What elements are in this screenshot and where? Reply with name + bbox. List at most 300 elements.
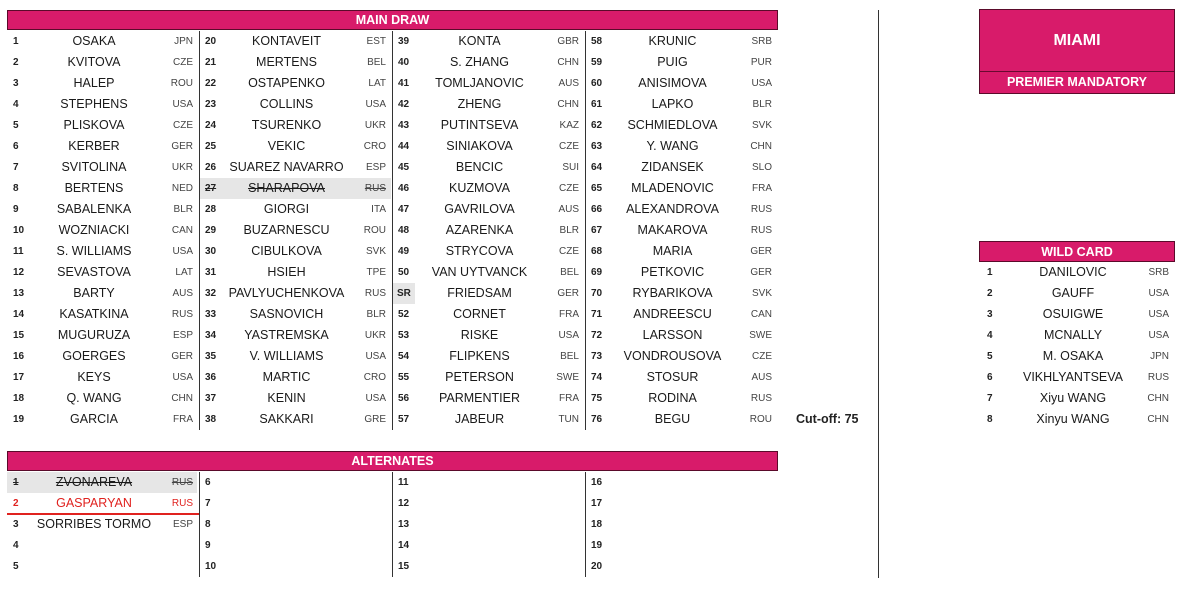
player-name: PARMENTIER	[438, 391, 521, 405]
player-row	[585, 136, 778, 157]
player-row	[392, 556, 585, 577]
player-name: VEKIC	[267, 139, 306, 153]
wild-card-name: M. OSAKA	[1042, 349, 1104, 363]
seed-number: 23	[205, 99, 217, 110]
player-row	[199, 304, 392, 325]
player-row	[199, 388, 392, 409]
player-name: BENCIC	[455, 160, 504, 174]
seed-number: 40	[398, 57, 410, 68]
player-row	[392, 115, 585, 136]
country-code: RUS	[364, 288, 386, 299]
player-row	[585, 31, 778, 52]
country-code: GRE	[364, 414, 386, 425]
wild-card-country: CHN	[1147, 414, 1169, 425]
seed-number: 65	[591, 183, 603, 194]
panel-divider	[878, 10, 879, 578]
seed-number: 24	[205, 120, 217, 131]
seed-number: 7	[13, 162, 19, 173]
player-name: SEVASTOVA	[57, 265, 131, 279]
country-code: GER	[750, 246, 772, 257]
player-row	[7, 115, 199, 136]
seed-number: 2	[13, 498, 19, 509]
player-name: STOSUR	[646, 370, 699, 384]
seed-number: 63	[591, 141, 603, 152]
country-code: ESP	[172, 330, 193, 341]
seed-number: 6	[13, 141, 19, 152]
seed-number: 73	[591, 351, 603, 362]
country-code: UKR	[171, 162, 193, 173]
player-row	[585, 367, 778, 388]
wild-card-number: 1	[987, 267, 993, 278]
player-row	[7, 73, 199, 94]
player-row	[392, 388, 585, 409]
country-code: CZE	[173, 57, 193, 68]
player-name: PETKOVIC	[640, 265, 705, 279]
player-row	[585, 556, 778, 577]
seed-number: 8	[205, 519, 211, 530]
country-code: USA	[365, 99, 386, 110]
country-code: CHN	[557, 57, 579, 68]
player-name: RISKE	[460, 328, 499, 342]
player-row	[7, 178, 199, 199]
wild-card-country: USA	[1148, 330, 1169, 341]
seed-number: 7	[205, 498, 211, 509]
country-code: AUS	[172, 288, 193, 299]
player-row	[199, 199, 392, 220]
wild-card-number: 8	[987, 414, 993, 425]
country-code: SVK	[751, 288, 772, 299]
seed-number: 76	[591, 414, 603, 425]
seed-number: 14	[398, 540, 410, 551]
player-row	[585, 514, 778, 535]
main-draw-header: MAIN DRAW	[7, 10, 778, 30]
player-name: PAVLYUCHENKOVA	[228, 286, 345, 300]
wild-card-name: DANILOVIC	[1039, 265, 1107, 279]
player-row	[7, 535, 199, 556]
seed-number: 13	[398, 519, 410, 530]
player-name: HALEP	[73, 76, 115, 90]
player-name: PUIG	[657, 55, 688, 69]
seed-number: 16	[13, 351, 25, 362]
country-code: BLR	[559, 225, 579, 236]
seed-number: 9	[13, 204, 19, 215]
seed-number: 47	[398, 204, 410, 215]
player-name: GIORGI	[263, 202, 310, 216]
player-row	[7, 262, 199, 283]
country-code: FRA	[559, 393, 579, 404]
wild-card-row	[979, 283, 1175, 304]
country-code: USA	[365, 351, 386, 362]
country-code: SVK	[751, 120, 772, 131]
player-row	[199, 283, 392, 304]
seed-number: 49	[398, 246, 410, 257]
player-row	[7, 241, 199, 262]
player-row	[392, 241, 585, 262]
seed-number: 30	[205, 246, 217, 257]
player-name: KERBER	[68, 139, 120, 153]
player-name: LARSSON	[642, 328, 703, 342]
player-name: MAKAROVA	[637, 223, 708, 237]
player-row	[199, 493, 392, 514]
player-row	[7, 493, 199, 514]
player-row	[585, 472, 778, 493]
player-name: SINIAKOVA	[446, 139, 513, 153]
seed-number: 38	[205, 414, 217, 425]
country-code: UKR	[364, 330, 386, 341]
seed-number: 14	[13, 309, 25, 320]
player-row	[392, 304, 585, 325]
player-row	[199, 220, 392, 241]
player-name: MARIA	[652, 244, 693, 258]
player-name: LAPKO	[651, 97, 694, 111]
seed-number: 37	[205, 393, 217, 404]
player-row	[7, 472, 199, 493]
seed-number: 72	[591, 330, 603, 341]
wild-card-number: 5	[987, 351, 993, 362]
player-row	[7, 52, 199, 73]
player-row	[199, 31, 392, 52]
seed-number: 74	[591, 372, 603, 383]
player-row	[199, 94, 392, 115]
player-name: KVITOVA	[67, 55, 121, 69]
seed-number: 1	[13, 36, 19, 47]
player-row	[7, 304, 199, 325]
player-row	[392, 262, 585, 283]
player-row	[585, 241, 778, 262]
seed-number: 3	[13, 519, 19, 530]
country-code: GER	[171, 351, 193, 362]
country-code: RUS	[171, 309, 193, 320]
player-name: KONTA	[458, 34, 501, 48]
wild-card-name: Xiyu WANG	[1039, 391, 1107, 405]
seed-number: 10	[13, 225, 25, 236]
country-code: USA	[172, 246, 193, 257]
country-code: SWE	[556, 372, 579, 383]
player-row	[392, 283, 585, 304]
player-name: BEGU	[654, 412, 691, 426]
player-name: KASATKINA	[59, 307, 129, 321]
country-code: LAT	[368, 78, 386, 89]
player-name: ANDREESCU	[633, 307, 712, 321]
player-row	[199, 325, 392, 346]
seed-number: 19	[591, 540, 603, 551]
wild-card-number: 7	[987, 393, 993, 404]
country-code: RUS	[364, 183, 386, 194]
tournament-city: MIAMI	[1053, 32, 1101, 49]
country-code: RUS	[750, 393, 772, 404]
seed-number: 64	[591, 162, 603, 173]
country-code: RUS	[171, 498, 193, 509]
player-row	[392, 178, 585, 199]
seed-number: 16	[591, 477, 603, 488]
player-row	[392, 535, 585, 556]
player-name: OSTAPENKO	[248, 76, 325, 90]
seed-number: 29	[205, 225, 217, 236]
seed-number: 34	[205, 330, 217, 341]
seed-number: 9	[205, 540, 211, 551]
player-name: VAN UYTVANCK	[431, 265, 528, 279]
draw-column	[7, 31, 199, 430]
seed-number: 41	[398, 78, 410, 89]
wild-card-number: 3	[987, 309, 993, 320]
country-code: BEL	[367, 57, 386, 68]
seed-number: 4	[13, 99, 19, 110]
country-code: GER	[557, 288, 579, 299]
player-name: SVITOLINA	[61, 160, 127, 174]
seed-number: 58	[591, 36, 603, 47]
wild-card-country: USA	[1148, 309, 1169, 320]
alternates-header: ALTERNATES	[7, 451, 778, 471]
country-code: ITA	[371, 204, 386, 215]
player-name: HSIEH	[267, 265, 306, 279]
wild-card-row	[979, 262, 1175, 283]
wild-card-country: SRB	[1148, 267, 1169, 278]
player-name: KEYS	[77, 370, 111, 384]
country-code: CAN	[171, 225, 193, 236]
player-row	[7, 283, 199, 304]
country-code: GER	[750, 267, 772, 278]
draw-column	[585, 31, 778, 430]
country-code: RUS	[171, 477, 193, 488]
wild-card-row	[979, 388, 1175, 409]
player-row	[199, 262, 392, 283]
player-row	[199, 115, 392, 136]
country-code: USA	[751, 78, 772, 89]
country-code: UKR	[364, 120, 386, 131]
player-row	[585, 283, 778, 304]
player-row	[585, 535, 778, 556]
player-name: KENIN	[267, 391, 306, 405]
seed-number: 19	[13, 414, 25, 425]
wild-card-row	[979, 304, 1175, 325]
player-row	[585, 493, 778, 514]
player-row	[585, 157, 778, 178]
seed-number: 11	[398, 477, 409, 488]
player-row	[199, 367, 392, 388]
player-row	[7, 199, 199, 220]
seed-number: 15	[13, 330, 25, 341]
seed-number: 2	[13, 57, 19, 68]
player-row	[585, 115, 778, 136]
player-name: MUGURUZA	[57, 328, 131, 342]
player-name: SORRIBES TORMO	[36, 517, 152, 531]
player-name: S. WILLIAMS	[56, 244, 132, 258]
seed-number: 52	[398, 309, 410, 320]
country-code: GER	[171, 141, 193, 152]
player-name: KONTAVEIT	[252, 34, 321, 48]
seed-number: 43	[398, 120, 410, 131]
country-code: AUS	[558, 204, 579, 215]
player-name: STRYCOVA	[445, 244, 514, 258]
player-row	[392, 52, 585, 73]
seed-number: 20	[591, 561, 603, 572]
seed-number: 33	[205, 309, 217, 320]
country-code: EST	[366, 36, 386, 47]
seed-number: 69	[591, 267, 603, 278]
player-name: COLLINS	[259, 97, 314, 111]
country-code: CZE	[559, 141, 579, 152]
player-row	[199, 346, 392, 367]
player-row	[392, 514, 585, 535]
country-code: CZE	[173, 120, 193, 131]
country-code: SWE	[749, 330, 772, 341]
seed-number: 68	[591, 246, 603, 257]
player-row	[7, 220, 199, 241]
draw-column	[199, 31, 392, 430]
wild-card-row	[979, 367, 1175, 388]
player-row	[199, 535, 392, 556]
player-name: SAKKARI	[259, 412, 314, 426]
country-code: CZE	[752, 351, 772, 362]
country-code: CHN	[750, 141, 772, 152]
wild-card-number: 4	[987, 330, 993, 341]
player-name: MLADENOVIC	[631, 181, 714, 195]
player-name: GOERGES	[62, 349, 126, 363]
seed-number: 31	[205, 267, 217, 278]
seed-number: 46	[398, 183, 410, 194]
player-name: CIBULKOVA	[251, 244, 322, 258]
player-row	[585, 388, 778, 409]
player-name: WOZNIACKI	[58, 223, 130, 237]
player-name: SHARAPOVA	[248, 181, 325, 195]
country-code: RUS	[750, 204, 772, 215]
seed-number: 17	[591, 498, 603, 509]
player-name: MERTENS	[256, 55, 317, 69]
player-name: PUTINTSEVA	[440, 118, 519, 132]
country-code: BEL	[560, 267, 579, 278]
country-code: SUI	[562, 162, 579, 173]
country-code: CHN	[171, 393, 193, 404]
player-row	[392, 346, 585, 367]
seed-number: 28	[205, 204, 217, 215]
wild-card-name: Xinyu WANG	[1036, 412, 1110, 426]
player-name: SABALENKA	[56, 202, 132, 216]
wild-card-name: MCNALLY	[1043, 328, 1103, 342]
country-code: SVK	[365, 246, 386, 257]
seed-number: 75	[591, 393, 603, 404]
wild-card-number: 2	[987, 288, 993, 299]
wild-card-country: CHN	[1147, 393, 1169, 404]
player-name: RODINA	[648, 391, 697, 405]
seed-number: 55	[398, 372, 410, 383]
player-name: TOMLJANOVIC	[435, 76, 524, 90]
seed-number: 1	[13, 477, 19, 488]
player-name: SASNOVICH	[249, 307, 324, 321]
player-name: GASPARYAN	[56, 496, 132, 510]
player-name: AZARENKA	[445, 223, 514, 237]
country-code: ESP	[172, 519, 193, 530]
player-name: OSAKA	[72, 34, 116, 48]
player-name: SUAREZ NAVARRO	[229, 160, 344, 174]
player-row	[199, 157, 392, 178]
player-name: BERTENS	[64, 181, 124, 195]
player-row	[392, 199, 585, 220]
player-name: S. ZHANG	[449, 55, 510, 69]
seed-number: 70	[591, 288, 603, 299]
wild-card-name: OSUIGWE	[1042, 307, 1104, 321]
seed-number: 21	[205, 57, 217, 68]
seed-number: 59	[591, 57, 603, 68]
country-code: CRO	[363, 141, 386, 152]
seed-number: 45	[398, 162, 410, 173]
seed-number: 20	[205, 36, 217, 47]
country-code: BLR	[752, 99, 772, 110]
wild-card-row	[979, 325, 1175, 346]
country-code: USA	[558, 330, 579, 341]
player-row	[7, 514, 199, 535]
player-row	[199, 556, 392, 577]
country-code: USA	[365, 393, 386, 404]
country-code: BLR	[173, 204, 193, 215]
player-name: Q. WANG	[66, 391, 122, 405]
player-row	[199, 52, 392, 73]
country-code: KAZ	[559, 120, 579, 131]
country-code: SRB	[751, 36, 772, 47]
player-row	[585, 262, 778, 283]
seed-number: 71	[591, 309, 603, 320]
highlight-underline	[7, 513, 199, 515]
wild-card-country: JPN	[1150, 351, 1169, 362]
country-code: PUR	[750, 57, 772, 68]
seed-number: 42	[398, 99, 410, 110]
seed-number: 18	[591, 519, 603, 530]
country-code: RUS	[750, 225, 772, 236]
country-code: FRA	[752, 183, 772, 194]
seed-number: 8	[13, 183, 19, 194]
player-row	[392, 325, 585, 346]
country-code: USA	[172, 372, 193, 383]
player-row	[7, 388, 199, 409]
seed-number: 44	[398, 141, 410, 152]
country-code: CAN	[750, 309, 772, 320]
draw-column	[392, 31, 585, 430]
player-row	[7, 409, 199, 430]
seed-number: 11	[13, 246, 24, 257]
country-code: TPE	[366, 267, 386, 278]
tournament-category: PREMIER MANDATORY	[980, 71, 1174, 93]
seed-number: 26	[205, 162, 217, 173]
seed-number: 25	[205, 141, 217, 152]
country-code: SLO	[751, 162, 772, 173]
player-row	[585, 304, 778, 325]
player-row	[199, 241, 392, 262]
wild-card-name: GAUFF	[1051, 286, 1095, 300]
player-row	[392, 157, 585, 178]
country-code: AUS	[751, 372, 772, 383]
player-name: ZIDANSEK	[641, 160, 704, 174]
player-name: RYBARIKOVA	[632, 286, 713, 300]
seed-number: 50	[398, 267, 410, 278]
seed-number: 3	[13, 78, 19, 89]
country-code: BEL	[560, 351, 579, 362]
player-row	[199, 178, 392, 199]
player-row	[585, 178, 778, 199]
player-name: VONDROUSOVA	[623, 349, 722, 363]
draw-column	[392, 472, 585, 577]
seed-number: 10	[205, 561, 217, 572]
country-code: AUS	[558, 78, 579, 89]
player-row	[7, 94, 199, 115]
player-name: CORNET	[453, 307, 506, 321]
player-row	[7, 157, 199, 178]
seed-number: 12	[398, 498, 410, 509]
player-row	[585, 220, 778, 241]
seed-number: 27	[205, 183, 217, 194]
tournament-card	[979, 9, 1175, 94]
player-row	[7, 31, 199, 52]
seed-number: 5	[13, 120, 19, 131]
player-name: YASTREMSKA	[244, 328, 329, 342]
